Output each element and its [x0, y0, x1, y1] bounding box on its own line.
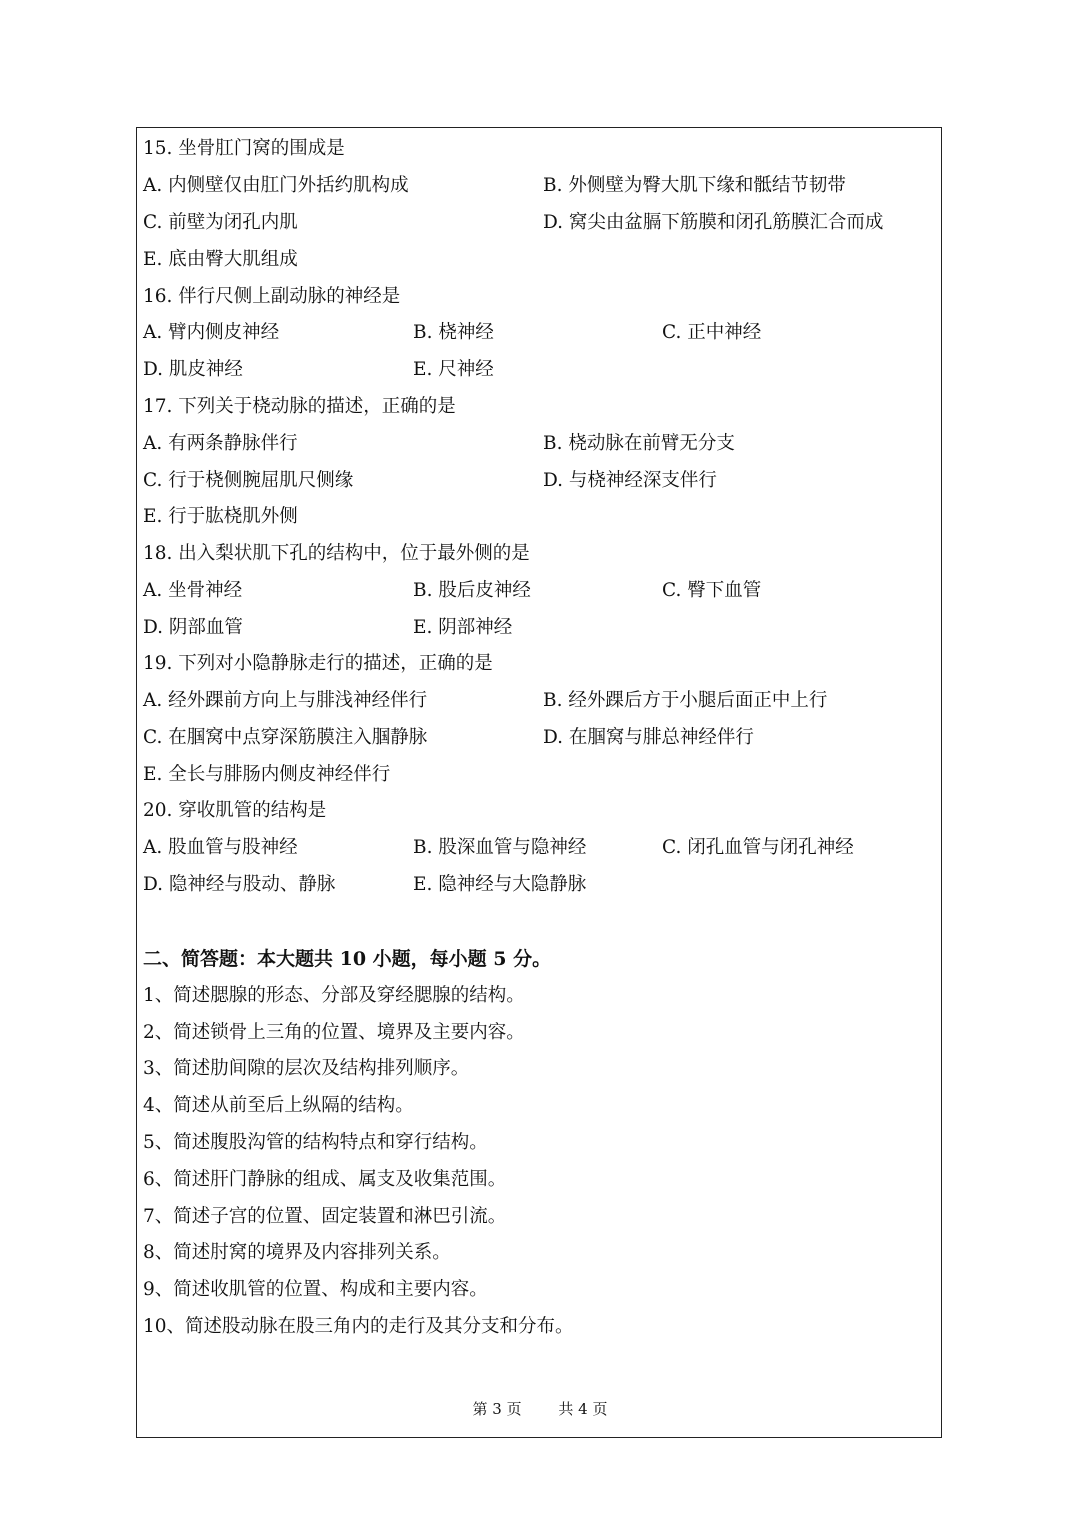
- option: A. 有两条静脉伴行: [143, 433, 298, 454]
- option: D. 阴部血管: [143, 617, 243, 638]
- option: D. 隐神经与股动、静脉: [143, 874, 336, 895]
- option: B. 经外踝后方于小腿后面正中上行: [543, 690, 828, 711]
- short-answer-item: 8、简述肘窝的境界及内容排列关系。: [143, 1242, 451, 1263]
- option: E. 尺神经: [413, 359, 494, 380]
- short-answer-item: 10、简述股动脉在股三角内的走行及其分支和分布。: [143, 1316, 574, 1337]
- option: D. 在腘窝与腓总神经伴行: [543, 727, 754, 748]
- option: E. 全长与腓肠内侧皮神经伴行: [143, 764, 391, 785]
- option: D. 窝尖由盆膈下筋膜和闭孔筋膜汇合而成: [543, 212, 884, 233]
- section-heading: 二、简答题：本大题共 10 小题，每小题 5 分。: [143, 948, 552, 970]
- option: D. 肌皮神经: [143, 359, 243, 380]
- short-answer-item: 1、简述腮腺的形态、分部及穿经腮腺的结构。: [143, 985, 525, 1006]
- question-stem: 20. 穿收肌管的结构是: [143, 800, 327, 821]
- page-number: 第 3 页: [472, 1400, 522, 1418]
- option: B. 股深血管与隐神经: [413, 837, 587, 858]
- short-answer-item: 5、简述腹股沟管的结构特点和穿行结构。: [143, 1132, 488, 1153]
- option: C. 在腘窝中点穿深筋膜注入腘静脉: [143, 727, 428, 748]
- option: C. 臀下血管: [662, 580, 762, 601]
- option: C. 正中神经: [662, 322, 762, 343]
- option: B. 桡神经: [413, 322, 494, 343]
- option: C. 前壁为闭孔内肌: [143, 212, 298, 233]
- short-answer-item: 2、简述锁骨上三角的位置、境界及主要内容。: [143, 1022, 525, 1043]
- option: A. 臂内侧皮神经: [143, 322, 280, 343]
- short-answer-item: 7、简述子宫的位置、固定装置和淋巴引流。: [143, 1206, 507, 1227]
- option: D. 与桡神经深支伴行: [543, 470, 717, 491]
- option: A. 坐骨神经: [143, 580, 243, 601]
- option: E. 底由臀大肌组成: [143, 249, 298, 270]
- option: A. 股血管与股神经: [143, 837, 298, 858]
- question-stem: 16. 伴行尺侧上副动脉的神经是: [143, 286, 401, 307]
- question-stem: 15. 坐骨肛门窝的围成是: [143, 138, 345, 159]
- short-answer-item: 4、简述从前至后上纵隔的结构。: [143, 1095, 414, 1116]
- short-answer-item: 6、简述肝门静脉的组成、属支及收集范围。: [143, 1169, 507, 1190]
- option: B. 股后皮神经: [413, 580, 531, 601]
- option: B. 外侧壁为臀大肌下缘和骶结节韧带: [543, 175, 846, 196]
- question-stem: 19. 下列对小隐静脉走行的描述，正确的是: [143, 653, 493, 674]
- page-footer: [0, 1397, 1080, 1421]
- short-answer-item: 3、简述肋间隙的层次及结构排列顺序。: [143, 1058, 470, 1079]
- question-stem: 17. 下列关于桡动脉的描述，正确的是: [143, 396, 456, 417]
- option: A. 经外踝前方向上与腓浅神经伴行: [143, 690, 428, 711]
- page-total: 共 4 页: [558, 1400, 608, 1418]
- short-answer-item: 9、简述收肌管的位置、构成和主要内容。: [143, 1279, 488, 1300]
- question-stem: 18. 出入梨状肌下孔的结构中，位于最外侧的是: [143, 543, 530, 564]
- option: E. 隐神经与大隐静脉: [413, 874, 587, 895]
- option: E. 阴部神经: [413, 617, 513, 638]
- option: A. 内侧壁仅由肛门外括约肌构成: [143, 175, 409, 196]
- option: C. 行于桡侧腕屈肌尺侧缘: [143, 470, 354, 491]
- option: B. 桡动脉在前臂无分支: [543, 433, 735, 454]
- option: E. 行于肱桡肌外侧: [143, 506, 298, 527]
- option: C. 闭孔血管与闭孔神经: [662, 837, 854, 858]
